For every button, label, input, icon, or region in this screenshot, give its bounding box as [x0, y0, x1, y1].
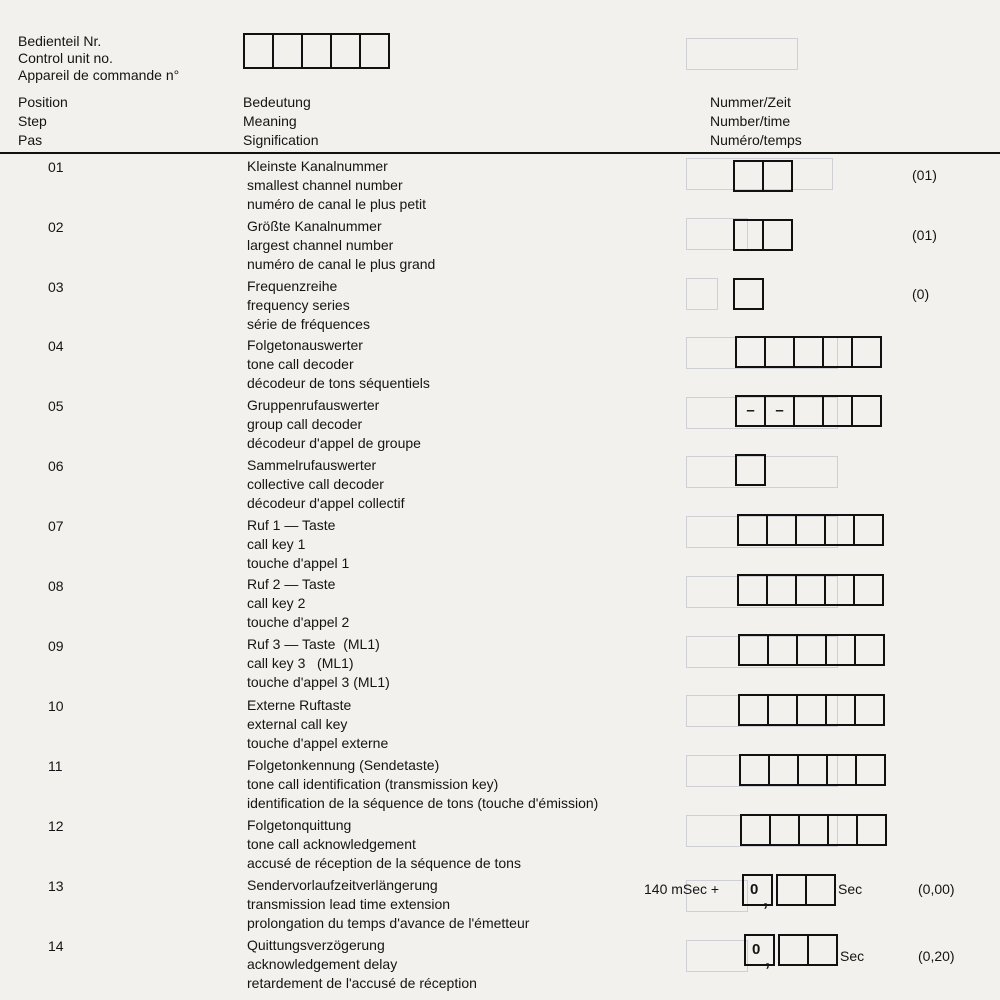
ghost-box	[686, 278, 718, 310]
digit-cell[interactable]	[361, 35, 388, 67]
value-field[interactable]	[740, 814, 887, 846]
position-number: 07	[48, 518, 64, 534]
position-number: 05	[48, 398, 64, 414]
value-field[interactable]	[733, 160, 793, 192]
digit-cell[interactable]	[780, 936, 809, 964]
digit-cell[interactable]	[853, 338, 880, 366]
default-value: (0,20)	[918, 948, 955, 964]
meaning-text: Sendervorlaufzeitverlängerung transmission lead time extension prolongation du temps d'avance de l'émetteur	[247, 877, 530, 931]
default-value: (01)	[912, 227, 937, 243]
digit-cell[interactable]	[798, 696, 827, 724]
meaning-text: Sammelrufauswerter collective call decoder décodeur d'appel collectif	[247, 457, 405, 511]
digit-cell[interactable]	[855, 576, 882, 604]
unit-label: Sec	[840, 948, 865, 964]
digit-cell[interactable]: 0	[752, 941, 761, 958]
control-unit-number-field[interactable]	[243, 33, 390, 69]
value-field[interactable]	[735, 454, 766, 486]
digit-cell[interactable]	[735, 162, 764, 190]
digit-cell[interactable]	[771, 816, 800, 844]
meaning-text: Kleinste Kanalnummer smallest channel number numéro de canal le plus petit	[247, 158, 426, 212]
value-field[interactable]	[776, 874, 836, 906]
digit-cell[interactable]	[274, 35, 303, 67]
digit-cell[interactable]	[809, 936, 836, 964]
value-field[interactable]	[778, 934, 838, 966]
meaning-text: Frequenzreihe frequency series série de fréquences	[247, 278, 370, 332]
column-header-meaning: Bedeutung Meaning Signification	[243, 94, 319, 148]
default-value: (0,00)	[918, 881, 955, 897]
digit-cell[interactable]	[764, 221, 791, 249]
position-number: 03	[48, 279, 64, 295]
value-field[interactable]	[744, 934, 775, 966]
digit-cell[interactable]	[798, 636, 827, 664]
ghost-box	[686, 38, 798, 70]
digit-cell[interactable]	[766, 338, 795, 366]
meaning-text: Ruf 3 — Taste (ML1) call key 3 (ML1) touche d'appel 3 (ML1)	[247, 636, 390, 690]
digit-cell[interactable]	[737, 456, 764, 484]
meaning-text: Gruppenrufauswerter group call decoder décodeur d'appel de groupe	[247, 397, 421, 451]
lead-time-prefix: 140 mSec +	[644, 881, 720, 897]
digit-cell[interactable]	[735, 221, 764, 249]
value-field[interactable]	[739, 754, 886, 786]
control-unit-label: Bedienteil Nr. Control unit no. Appareil de commande n°	[18, 33, 180, 83]
position-number: 13	[48, 878, 64, 894]
unit-label: Sec	[838, 881, 863, 897]
position-number: 10	[48, 698, 64, 714]
meaning-text: Folgetonauswerter tone call decoder décodeur de tons séquentiels	[247, 337, 430, 391]
digit-cell[interactable]	[303, 35, 332, 67]
position-number: 11	[48, 758, 63, 774]
position-number: 06	[48, 458, 64, 474]
digit-cell[interactable]	[768, 576, 797, 604]
position-number: 12	[48, 818, 64, 834]
digit-cell[interactable]	[827, 696, 856, 724]
value-field[interactable]	[742, 874, 773, 906]
position-number: 14	[48, 938, 64, 954]
digit-cell[interactable]	[858, 816, 885, 844]
digit-cell[interactable]	[740, 696, 769, 724]
digit-cell[interactable]	[778, 876, 807, 904]
position-number: 02	[48, 219, 64, 235]
digit-cell[interactable]	[739, 576, 768, 604]
value-field[interactable]	[733, 278, 764, 310]
digit-cell[interactable]	[824, 338, 853, 366]
meaning-text: Quittungsverzögerung acknowledgement delay retardement de l'accusé de réception	[247, 937, 477, 991]
digit-cell[interactable]	[800, 816, 829, 844]
digit-cell[interactable]	[826, 576, 855, 604]
digit-cell[interactable]	[828, 756, 857, 784]
digit-cell[interactable]	[827, 636, 856, 664]
column-header-position: Position Step Pas	[18, 94, 68, 148]
digit-cell[interactable]: 0	[750, 881, 759, 898]
default-value: (0)	[912, 286, 930, 302]
position-number: 04	[48, 338, 64, 354]
digit-cell[interactable]	[739, 516, 768, 544]
value-field[interactable]	[735, 336, 882, 368]
digit-cell[interactable]	[735, 280, 762, 308]
value-field[interactable]	[735, 395, 882, 427]
digit-cell[interactable]: –	[766, 397, 795, 425]
value-field[interactable]	[738, 634, 885, 666]
digit-cell[interactable]	[769, 636, 798, 664]
meaning-text: Ruf 1 — Taste call key 1 touche d'appel 1	[247, 517, 350, 571]
digit-cell[interactable]	[737, 338, 766, 366]
value-field[interactable]	[738, 694, 885, 726]
ghost-box	[686, 940, 748, 972]
digit-cell[interactable]	[795, 397, 824, 425]
digit-cell[interactable]	[768, 516, 797, 544]
digit-cell[interactable]: –	[737, 397, 766, 425]
digit-cell[interactable]	[826, 516, 855, 544]
digit-cell[interactable]	[797, 516, 826, 544]
meaning-text: Externe Ruftaste external call key touche d'appel externe	[247, 697, 389, 751]
meaning-text: Folgetonkennung (Sendetaste) tone call identification (transmission key) identification de la séquence de tons (touche d'émission)	[247, 757, 599, 811]
digit-cell[interactable]	[741, 756, 770, 784]
default-value: (01)	[912, 167, 937, 183]
digit-cell[interactable]	[769, 696, 798, 724]
decimal-comma: ,	[763, 890, 769, 910]
digit-cell[interactable]	[764, 162, 791, 190]
digit-cell[interactable]	[332, 35, 361, 67]
value-field[interactable]	[737, 514, 884, 546]
digit-cell[interactable]	[856, 636, 883, 664]
digit-cell[interactable]	[795, 338, 824, 366]
meaning-text: Ruf 2 — Taste call key 2 touche d'appel 2	[247, 576, 350, 630]
digit-cell[interactable]	[824, 397, 853, 425]
digit-cell[interactable]	[742, 816, 771, 844]
position-number: 01	[48, 159, 64, 175]
digit-cell[interactable]	[797, 576, 826, 604]
position-number: 09	[48, 638, 64, 654]
meaning-text: Folgetonquittung tone call acknowledgement accusé de réception de la séquence de tons	[247, 817, 521, 871]
digit-cell[interactable]	[829, 816, 858, 844]
digit-cell[interactable]	[856, 696, 883, 724]
meaning-text: Größte Kanalnummer largest channel number numéro de canal le plus grand	[247, 218, 436, 272]
column-header-value: Nummer/Zeit Number/time Numéro/temps	[710, 94, 802, 148]
digit-cell[interactable]	[799, 756, 828, 784]
digit-cell[interactable]	[770, 756, 799, 784]
value-field[interactable]	[737, 574, 884, 606]
value-field[interactable]	[733, 219, 793, 251]
digit-cell[interactable]	[857, 756, 884, 784]
decimal-comma: ,	[765, 950, 771, 970]
digit-cell[interactable]	[853, 397, 880, 425]
position-number: 08	[48, 578, 64, 594]
digit-cell[interactable]	[807, 876, 834, 904]
header-divider	[0, 152, 1000, 154]
digit-cell[interactable]	[855, 516, 882, 544]
digit-cell[interactable]	[740, 636, 769, 664]
digit-cell[interactable]	[245, 35, 274, 67]
